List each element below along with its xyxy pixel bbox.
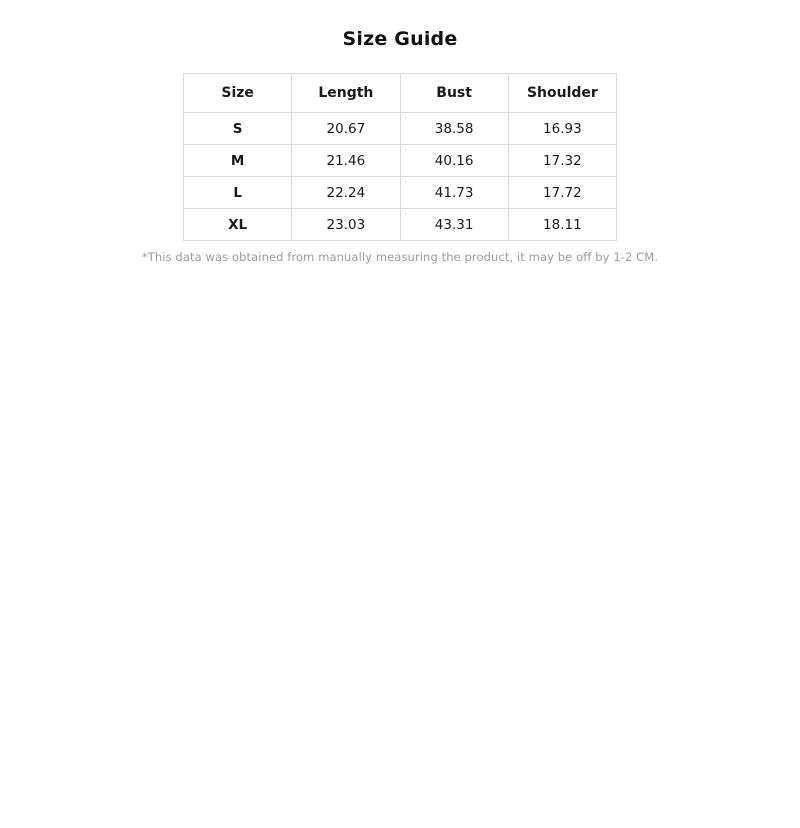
cell-size: XL <box>184 209 292 241</box>
cell-length: 21.46 <box>292 145 400 177</box>
cell-shoulder: 18.11 <box>508 209 616 241</box>
table-header <box>184 74 617 113</box>
table-header-row <box>184 74 617 113</box>
table-row <box>184 177 617 209</box>
page-title: Size Guide <box>342 28 458 50</box>
measurement-disclaimer: *This data was obtained from manually measuring the product, it may be off by 1-2 CM. <box>141 250 659 264</box>
table-row <box>184 113 617 145</box>
table-body <box>184 113 617 241</box>
cell-shoulder: 17.32 <box>508 145 616 177</box>
table-row <box>184 209 617 241</box>
cell-length: 22.24 <box>292 177 400 209</box>
column-header-size: Size <box>184 74 292 113</box>
cell-size: S <box>184 113 292 145</box>
cell-length: 20.67 <box>292 113 400 145</box>
column-header-shoulder: Shoulder <box>508 74 616 113</box>
cell-bust: 38.58 <box>400 113 508 145</box>
size-table-container <box>183 73 617 241</box>
cell-bust: 41.73 <box>400 177 508 209</box>
cell-size: M <box>184 145 292 177</box>
cell-shoulder: 16.93 <box>508 113 616 145</box>
size-guide-page <box>0 28 800 828</box>
column-header-bust: Bust <box>400 74 508 113</box>
cell-bust: 40.16 <box>400 145 508 177</box>
cell-size: L <box>184 177 292 209</box>
cell-length: 23.03 <box>292 209 400 241</box>
cell-shoulder: 17.72 <box>508 177 616 209</box>
cell-bust: 43.31 <box>400 209 508 241</box>
column-header-length: Length <box>292 74 400 113</box>
size-table <box>183 73 617 241</box>
table-row <box>184 145 617 177</box>
